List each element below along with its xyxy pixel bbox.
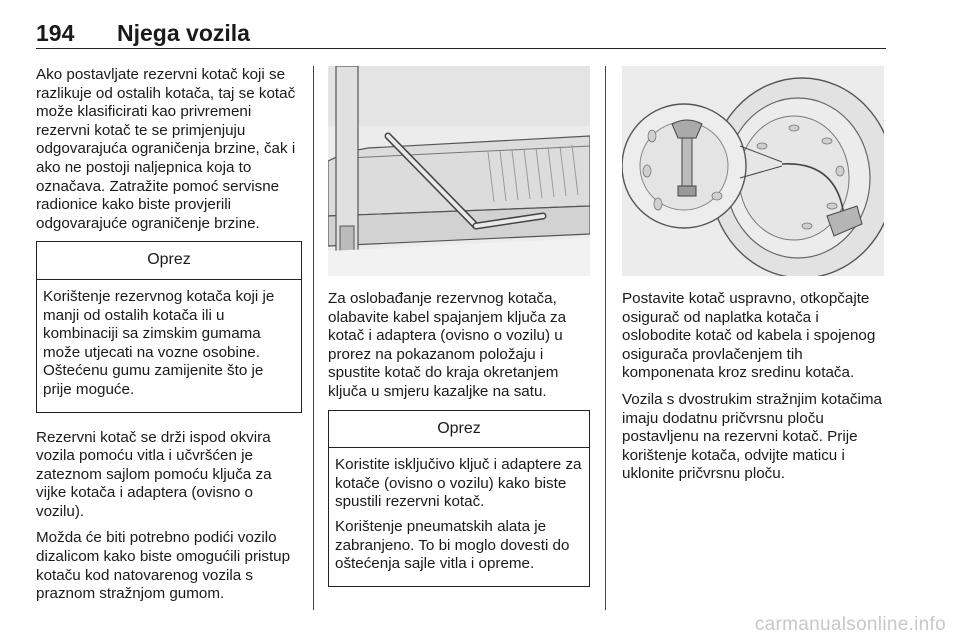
caution-text: Korištenje rezervnog kotača koji je manji od ostalih kotača ili u kombinaciji sa zimskim gumama može utjecati na vozne osobine. Oštećenu gumu zamijenite što je prije moguće.: [43, 287, 275, 398]
paragraph: Vozila s dvostrukim stražnjim kotačima imaju dodatnu pričvrsnu ploču postavljenu na rezervni kotač. Prije korištenje kotača, odvijte maticu i uklonite pričvrsnu ploču.: [622, 390, 882, 483]
column-middle: [328, 66, 590, 603]
paragraph: Ako postavljate rezervni kotač koji se razlikuje od ostalih kotača, taj se kotač može klasificirati kao privremeni rezervni kotač te se primjenjuju odgovarajuća ograničenja brzine, čak i ako ne postoji naljepnica koja to označava. Zatražite pomoć servisne radionice kako biste provjerili odgovarajuće ograničenje brzine.: [36, 66, 296, 232]
caution-body: [37, 280, 301, 412]
page-number: 194: [36, 20, 75, 46]
wrench-lowering-spare-wheel-illustration-icon: [328, 66, 590, 276]
caution-body: [329, 448, 589, 586]
paragraph: Za oslobađanje rezervnog kotača, olabavite kabel spajanjem ključa za kotač i adaptera (ovisno o vozilu) u prorez na pokazanom položaju i spustite kotač do kraja okretanjem ključa u smjeru kazaljke na satu.: [328, 290, 567, 400]
column-right: [622, 66, 888, 492]
column-divider: [605, 66, 606, 610]
column-divider: [313, 66, 314, 610]
paragraph: Rezervni kotač se drži ispod okvira vozila pomoću vitla i učvršćen je zateznom sajlom pomoću ključa za vijke kotača i adaptera (ovisno o vozilu).: [36, 428, 272, 520]
paragraph: Možda će biti potrebno podići vozilo dizalicom kako biste omogućili pristup kotaču kod natovarenog vozila s praznom stražnjom gumom.: [36, 529, 291, 603]
caution-title: Oprez: [37, 242, 301, 280]
chapter-title: Njega vozila: [117, 20, 250, 46]
spare-wheel-cable-retainer-illustration-icon: [622, 66, 884, 276]
column-left: [36, 66, 302, 612]
page-header: [36, 18, 886, 52]
caution-title: Oprez: [329, 411, 589, 449]
watermark-link[interactable]: carmanualsonline.info: [754, 614, 946, 635]
caution-text: Koristite isključivo ključ i adaptere za kotače (ovisno o vozilu) kako biste spustili rezervni kotač.: [335, 456, 582, 511]
caution-box: [328, 410, 590, 587]
paragraph: Postavite kotač uspravno, otkopčajte osigurač od naplatka kotača i oslobodite kotač od kabela i spojenog osigurača provlačenjem tih komponenata kroz sredinu kotača.: [622, 290, 876, 382]
header-divider: [36, 48, 886, 49]
caution-box: [36, 241, 302, 412]
caution-text: Korištenje pneumatskih alata je zabranjeno. To bi moglo dovesti do oštećenja sajle vitla i opreme.: [335, 517, 570, 573]
